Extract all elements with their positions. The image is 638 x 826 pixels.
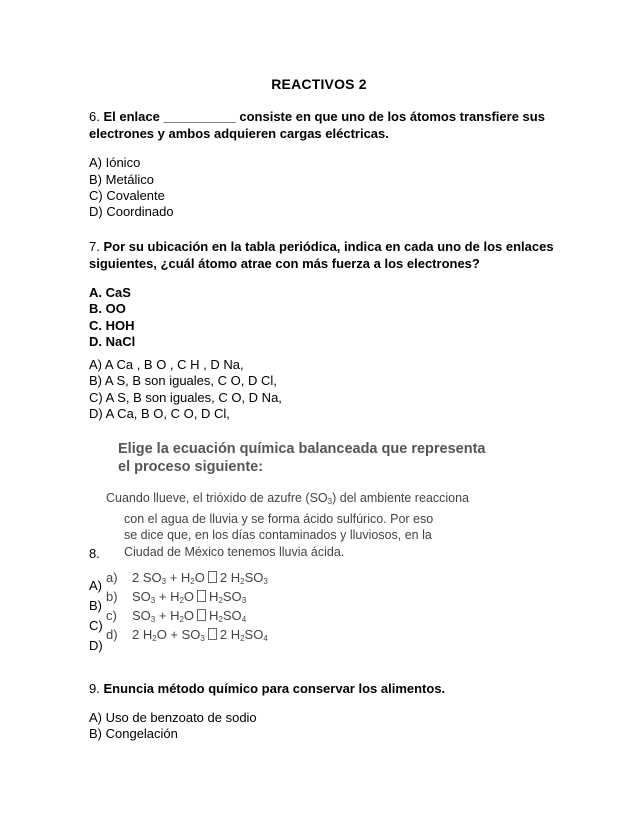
q6-text-2: electrones y ambos adquieren cargas eléctricas. — [89, 126, 389, 141]
q8-letter-c: C) — [89, 618, 103, 633]
q8-number: 8. — [89, 546, 100, 561]
q8-letter-a: A) — [89, 578, 102, 593]
page-title: REACTIVOS 2 — [271, 76, 367, 92]
q9-number: 9. — [89, 681, 100, 696]
q7-option-b: B) A S, B son iguales, C O, D Cl, — [89, 373, 277, 388]
q9-option-b: B) Congelación — [89, 726, 178, 741]
q9-line — [89, 680, 445, 697]
q7-text-1: Por su ubicación en la tabla periódica, indica en cada uno de los enlaces — [103, 239, 554, 254]
q7-option-c: C) A S, B son iguales, C O, D Na, — [89, 390, 282, 405]
q7-number: 7. — [89, 239, 100, 254]
q7-text-2: siguientes, ¿cuál átomo atrae con más fuerza a los electrones? — [89, 256, 480, 271]
q8-figure-heading-2: el proceso siguiente: — [118, 459, 264, 475]
q8-figure-heading — [118, 440, 485, 476]
q6-option-d: D) Coordinado — [89, 204, 174, 219]
q8-figure-body-3: se dice que, en los días contaminados y lluviosos, en la — [124, 528, 432, 542]
q7-item-a: A. CaS — [89, 285, 131, 300]
q6-option-a: A) Iónico — [89, 155, 141, 170]
q6-number: 6. — [89, 109, 100, 124]
q8-letter-d: D) — [89, 638, 103, 653]
q8-equation-b: b) $SO_3 + H_2O$ $H_2SO_3$ — [106, 589, 247, 605]
q9-text: Enuncia método químico para conservar los alimentos. — [103, 681, 446, 696]
q8-figure-body-4: Ciudad de México tenemos lluvia ácida. — [124, 544, 345, 559]
q7-line1 — [89, 238, 554, 255]
q7-item-c: C. HOH — [89, 318, 135, 333]
q7-item-d: D. NaCl — [89, 334, 136, 349]
q6-line1 — [89, 108, 545, 125]
q8-figure-body — [106, 490, 469, 560]
q8-letter-b: B) — [89, 598, 102, 613]
q6-text-1: El enlace __________ consiste en que uno de los átomos transfiere sus — [103, 109, 545, 124]
q8-figure-heading-1: Elige la ecuación química balanceada que representa — [118, 441, 486, 457]
q9-option-a: A) Uso de benzoato de sodio — [89, 710, 257, 725]
q8-figure-body-1: Cuando llueve, el trióxido de azufre $(SO_3)$ del ambiente reacciona — [106, 491, 469, 506]
q7-option-d: D) A Ca, B O, C O, D Cl, — [89, 406, 230, 421]
q8-figure — [106, 440, 486, 652]
q8-figure-body-2: con el agua de lluvia y se forma ácido sulfúrico. Por eso — [124, 511, 434, 526]
q7-item-b: B. OO — [89, 301, 126, 316]
q8-equation-d: d) 2 $H_2O + SO_3$ 2 $H_2SO_4$ — [106, 627, 268, 643]
q7-option-a: A) A Ca , B O , C H , D Na, — [89, 357, 244, 372]
q8-equation-a: a) 2 $SO_3 + H_2O$ 2 $H_2SO_3$ — [106, 570, 268, 586]
q8-equation-c: c) $SO_3 + H_2O$ $H_2SO_4$ — [106, 608, 247, 624]
q6-option-b: B) Metálico — [89, 172, 155, 187]
q6-option-c: C) Covalente — [89, 188, 165, 203]
